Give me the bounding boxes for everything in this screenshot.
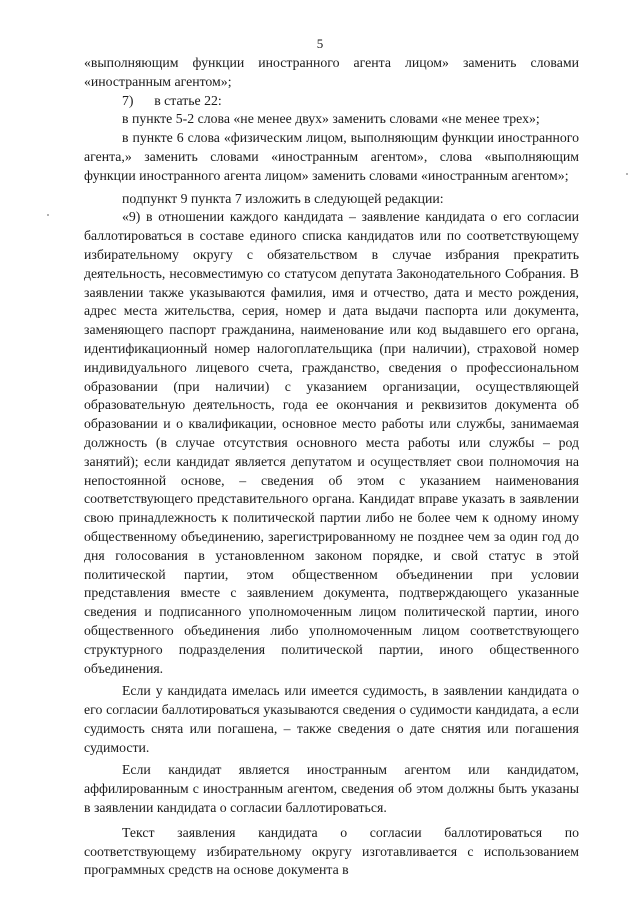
paragraph-conviction: Если у кандидата имелась или имеется судимость, в заявлении кандидата о его согласии баллотироваться указываются сведения о судимости кандидата, а если судимость снята или погашена, – также сведения о дате снятия или погашения судимости. <box>84 683 579 755</box>
paragraph-application-text: Текст заявления кандидата о согласии баллотироваться по соответствующему избирательному округу изготавливается с использованием программных средств на основе документа в <box>84 824 579 878</box>
page-number: 5 <box>316 36 324 51</box>
paragraph-point-6: в пункте 6 слова «физическим лицом, выполняющим функции иностранного агента,» заменить словами «иностранным агентом», слова «выполняющим функции иностранного агента лицом» заменить словами «иностранным агентом»; <box>84 130 579 183</box>
document-body <box>84 54 579 880</box>
scan-speck <box>626 173 628 175</box>
paragraph-point-5-2: в пункте 5-2 слова «не менее двух» заменить словами «не менее трех»; <box>122 111 540 127</box>
paragraph-continuation: «выполняющим функции иностранного агента лицом» заменить словами «иностранным агентом»; <box>84 55 579 89</box>
paragraph-foreign-agent: Если кандидат является иностранным агентом или кандидатом, аффилированным с иностранным агентом, сведения об этом должны быть указаны в заявлении кандидата о согласии баллотироваться. <box>84 762 579 816</box>
paragraph-new-wording: «9) в отношении каждого кандидата – заявление кандидата о его согласии баллотироваться в составе единого списка кандидатов или по соответствующему избирательному округу с обязательством в случае избрания прекратить деятельность, несовместимую со статусом депутата Законодательного Собрания. В заявлении также указываются фамилия, имя и отчество, дата и место рождения, адрес места жительства, серия, номер и дата выдачи паспорта или документа, заменяющего паспорт гражданина, наименование или код выдавшего его органа, идентификационный номер налогоплательщика (при наличии), страховой номер индивидуального лицевого счета, гражданство, сведения о профессиональном образовании (при наличии) с указанием организации, осуществляющей образовательную деятельность, года ее окончания и реквизитов документа об образовании и о квалификации, основное место работы или службы, занимаемая должность (в случае отсутствия основного места работы или службы – род занятий); если кандидат является депутатом и осуществляет свои полномочия на непостоянной основе, – сведения об этом с указанием наименования соответствующего представительного органа. Кандидат вправе указать в заявлении свою принадлежность к политической партии либо не более чем к одному иному общественному объединению, зарегистрированному не позднее чем за один год до дня голосования в установленном законом порядке, и свой статус в этой политической партии, этом общественном объединении при условии представления вместе с заявлением документа, подтверждающего указанные сведения и подписанного уполномоченным лицом политической партии, иного общественного объединения либо уполномоченным лицом соответствующего структурного подразделения политической партии, иного общественного объединения. <box>84 209 579 676</box>
scan-speck <box>47 214 49 216</box>
paragraph-item-7: 7) в статье 22: <box>122 92 222 108</box>
paragraph-subpoint-9: подпункт 9 пункта 7 изложить в следующей редакции: <box>122 190 444 206</box>
